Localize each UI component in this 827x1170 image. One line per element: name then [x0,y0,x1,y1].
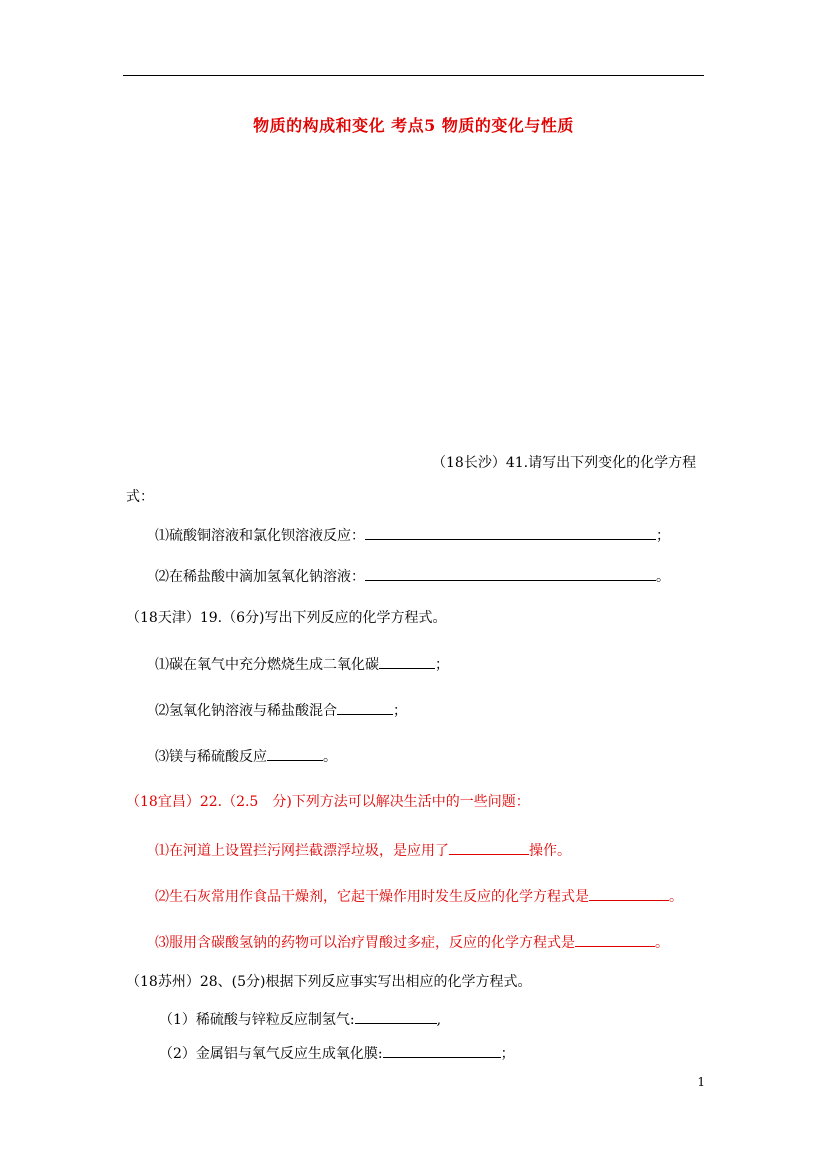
document-title: 物质的构成和变化 考点5 物质的变化与性质 [253,116,574,135]
q2-item-1 [155,654,449,674]
q3-item-1-blank[interactable] [449,840,529,855]
q2-item-2-end: ； [393,703,407,719]
q1-item-2-text: ⑵在稀盐酸中滴加氢氧化钠溶液： [155,569,365,585]
q2-item-3-text: ⑶镁与稀硫酸反应 [155,749,267,765]
q2-item-3-blank[interactable] [267,746,323,761]
q1-item-2 [155,566,670,586]
q3-item-3-end: 。 [655,935,669,951]
q1-item-2-blank[interactable] [365,566,656,581]
q4-item-1 [159,1009,441,1029]
q1-item-1-text: ⑴硫酸铜溶液和氯化钡溶液反应： [155,528,365,544]
q3-item-2 [155,886,683,906]
q2-item-1-end: ； [435,657,449,673]
header-rule [123,75,704,76]
q1-item-1 [155,525,670,545]
page-number: 1 [697,1075,705,1089]
q4-item-2 [159,1043,515,1063]
q4-item-2-text: （2）金属铝与氧气反应生成氧化膜: [159,1046,383,1062]
q1-item-2-end: 。 [656,569,670,585]
q3-item-1 [155,840,571,860]
q2-item-2-text: ⑵氢氧化钠溶液与稀盐酸混合 [155,703,337,719]
q1-header-cont: 式： [126,489,154,505]
q3-item-1-text: ⑴在河道上设置拦污网拦截漂浮垃圾，是应用了 [155,843,449,859]
q3-item-3 [155,932,669,952]
q3-item-2-text: ⑵生石灰常用作食品干燥剂，它起干燥作用时发生反应的化学方程式是 [155,889,589,905]
q1-item-1-end: ； [656,528,670,544]
q4-item-1-text: （1）稀硫酸与锌粒反应制氢气: [159,1012,355,1028]
q2-item-2-blank[interactable] [337,700,393,715]
q1-item-1-blank[interactable] [365,525,656,540]
q4-item-2-blank[interactable] [383,1043,501,1058]
q3-item-3-blank[interactable] [575,932,655,947]
q2-item-1-text: ⑴碳在氧气中充分燃烧生成二氧化碳 [155,657,379,673]
q3-item-2-blank[interactable] [589,886,669,901]
q2-item-2 [155,700,407,720]
q3-item-3-text: ⑶服用含碳酸氢钠的药物可以治疗胃酸过多症，反应的化学方程式是 [155,935,575,951]
q2-item-3 [155,746,337,766]
q4-header: （18苏州）28、(5分)根据下列反应事实写出相应的化学方程式。 [126,974,532,990]
q1-header: （18长沙）41.请写出下列变化的化学方程 [432,455,697,471]
q4-item-1-end: , [436,1012,442,1028]
q3-header: （18宜昌）22.（2.5 分)下列方法可以解决生活中的一些问题： [126,794,530,810]
q3-item-2-end: 。 [669,889,683,905]
q3-item-1-end: 操作。 [529,843,571,859]
q2-item-3-end: 。 [323,749,337,765]
q2-item-1-blank[interactable] [379,654,435,669]
q2-header: （18天津）19.（6分)写出下列反应的化学方程式。 [126,610,447,626]
q4-item-1-blank[interactable] [355,1009,437,1024]
q4-item-2-end: ； [500,1046,515,1062]
